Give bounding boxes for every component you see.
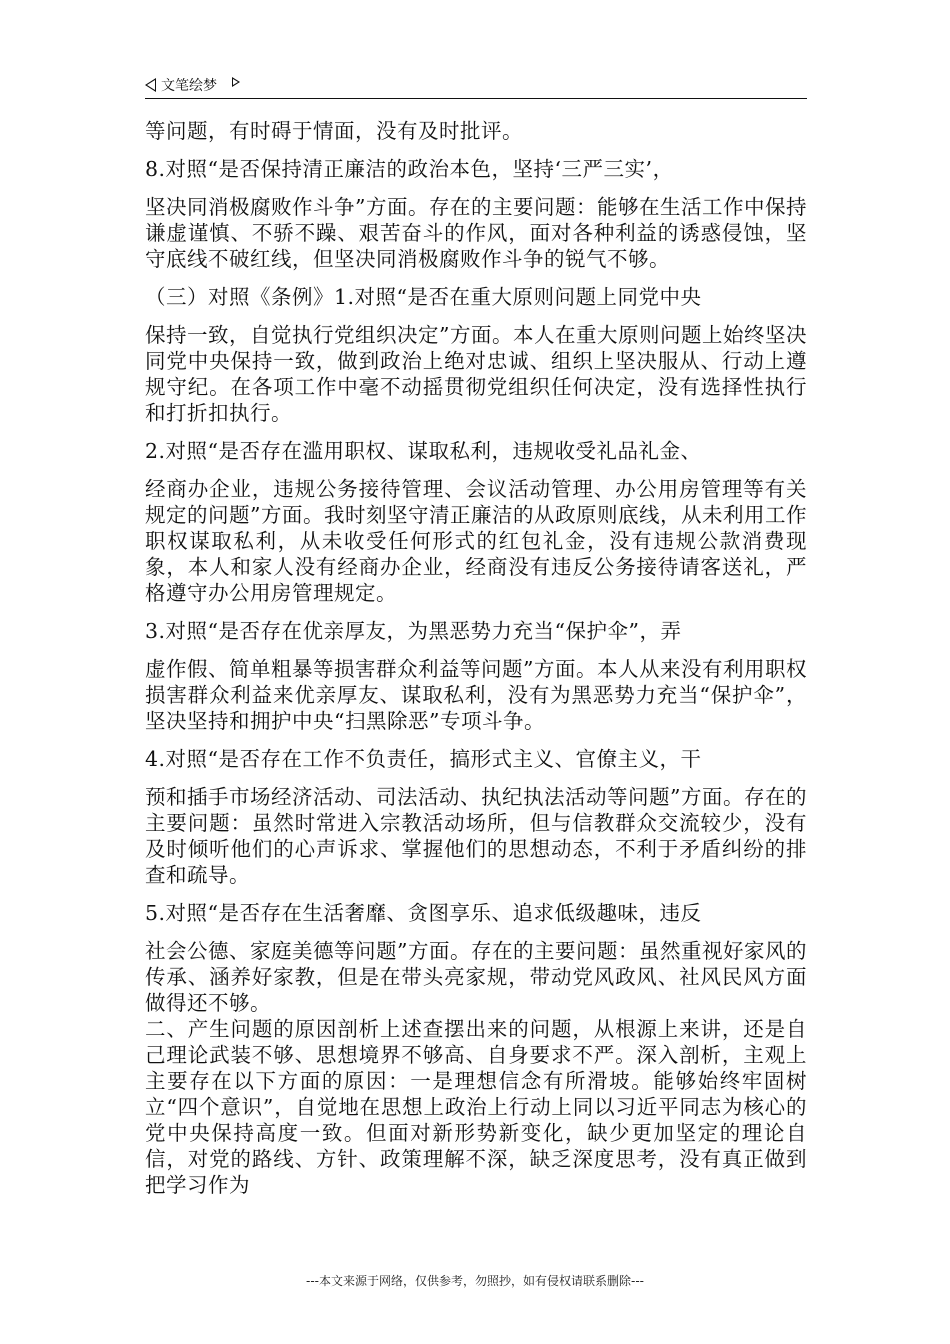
paragraph: 4.对照“是否存在工作不负责任，搞形式主义、官僚主义，干: [145, 747, 702, 771]
paragraph: 等问题，有时碍于情面，没有及时批评。: [145, 119, 523, 143]
paragraph: 二、产生问题的原因剖析上述查摆出来的问题，从根源上来讲，还是自己理论武装不够、思想境界不够高、自身要求不严。深入剖析，主观上主要存在以下方面的原因：一是理想信念有所滑坡。能够始终牢固树立“四个意识”，自觉地在思想上政治上行动上同以习近平同志为核心的党中央保持高度一致。但面对新形势新变化，缺少更加坚定的理论自信，对党的路线、方针、政策理解不深，缺乏深度思考，没有真正做到把学习作为: [145, 1017, 807, 1197]
page-header: [145, 72, 807, 98]
header-brand: 文笔绘梦: [161, 78, 217, 94]
triangle-left-icon: [145, 78, 156, 92]
paragraph: 2.对照“是否存在滥用职权、谋取私利，违规收受礼品礼金、: [145, 439, 702, 463]
paragraph: 坚决同消极腐败作斗争”方面。存在的主要问题：能够在生活工作中保持谦虚谨慎、不骄不躁、艰苦奋斗的作风，面对各种利益的诱惑侵蚀，坚守底线不破红线，但坚决同消极腐败作斗争的锐气不够。: [145, 195, 807, 271]
paragraph: （三）对照《条例》1.对照“是否在重大原则问题上同党中央: [145, 285, 702, 309]
paragraph: 3.对照“是否存在优亲厚友，为黑恶势力充当“保护伞”，弄: [145, 619, 682, 643]
paragraph: 社会公德、家庭美德等问题”方面。存在的主要问题：虽然重视好家风的传承、涵养好家教，但是在带头亮家规，带动党风政风、社风民风方面做得还不够。: [145, 939, 807, 1015]
page-footer: ---本文来源于网络，仅供参考，勿照抄，如有侵权请联系删除---: [306, 1274, 644, 1288]
paragraph: 虚作假、简单粗暴等损害群众利益等问题”方面。本人从来没有利用职权损害群众利益来优亲厚友、谋取私利，没有为黑恶势力充当“保护伞”，坚决坚持和拥护中央“扫黑除恶”专项斗争。: [145, 657, 807, 733]
paragraph: 5.对照“是否存在生活奢靡、贪图享乐、追求低级趣味，违反: [145, 901, 702, 925]
paragraph: 保持一致，自觉执行党组织决定”方面。本人在重大原则问题上始终坚决同党中央保持一致，做到政治上绝对忠诚、组织上坚决服从、行动上遵规守纪。在各项工作中毫不动摇贯彻党组织任何决定，没有选择性执行和打折扣执行。: [145, 323, 807, 425]
paragraph: 经商办企业，违规公务接待管理、会议活动管理、办公用房管理等有关规定的问题”方面。我时刻坚守清正廉洁的从政原则底线，从未利用工作职权谋取私利，从未收受任何形式的红包礼金，没有违规公款消费现象，本人和家人没有经商办企业，经商没有违反公务接待请客送礼，严格遵守办公用房管理规定。: [145, 477, 807, 605]
paragraph: 8.对照“是否保持清正廉洁的政治本色，坚持‘三严三实’，: [145, 157, 674, 181]
triangle-right-icon: [232, 77, 240, 87]
paragraph: 预和插手市场经济活动、司法活动、执纪执法活动等问题”方面。存在的主要问题：虽然时常进入宗教活动场所，但与信教群众交流较少，没有及时倾听他们的心声诉求、掌握他们的思想动态，不利于矛盾纠纷的排查和疏导。: [145, 785, 807, 887]
header-rule: [145, 98, 807, 99]
document-body: [145, 118, 807, 1198]
